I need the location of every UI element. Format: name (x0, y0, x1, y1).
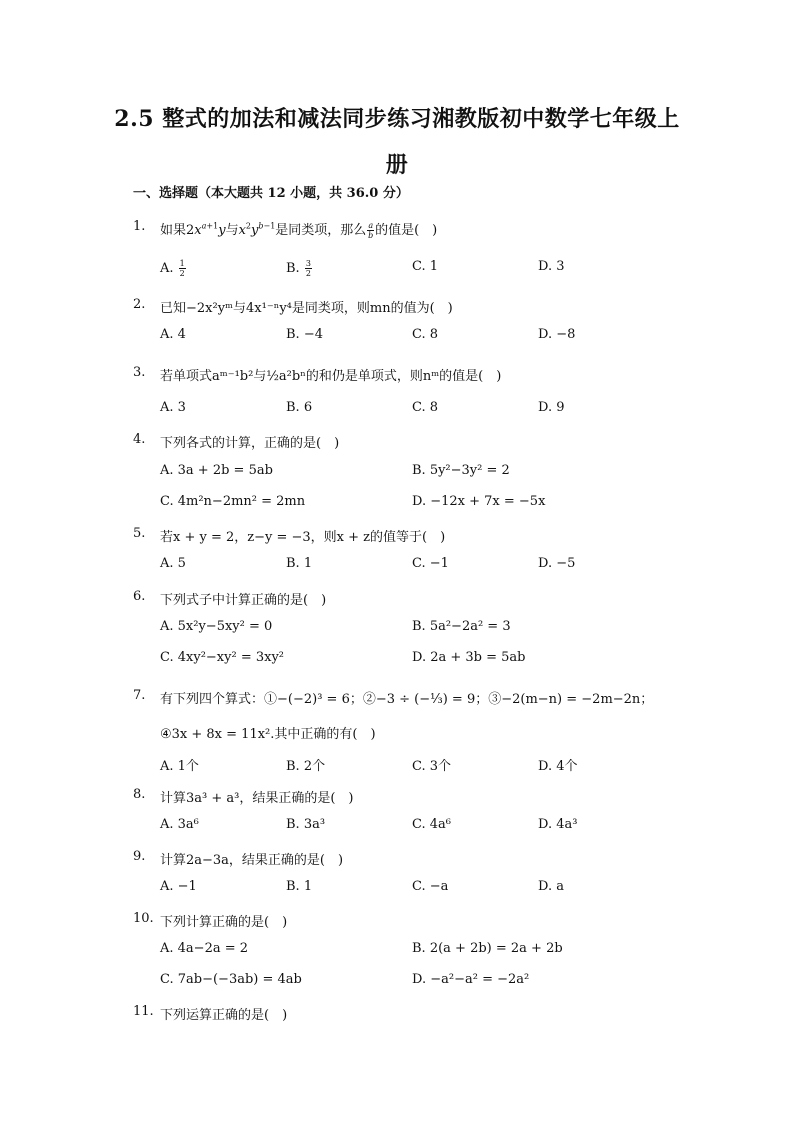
option-c[interactable]: C. 8 (412, 400, 439, 415)
question-text: 如果$2x^{a+1}y$与$x^2y^{b-1}$是同类项，那么 $\frac{a}{b}$ 的值是( ) (160, 221, 438, 240)
option-b[interactable]: B. 1 (286, 879, 313, 894)
option-c[interactable]: C. 7ab−(−3ab) = 4ab (160, 972, 302, 987)
option-b[interactable]: B. 5a²−2a² = 3 (412, 619, 511, 634)
option-d[interactable]: D. a (538, 879, 564, 894)
option-d[interactable]: D. −8 (538, 327, 576, 342)
section-heading: 一、选择题（本大题共 12 小题，共 36.0 分） (133, 186, 409, 201)
question-text: 已知−2x²yᵐ与4x¹⁻ⁿy⁴是同类项，则mn的值为( ) (160, 301, 453, 316)
question-number: 11. (133, 1004, 154, 1019)
question-number: 8. (133, 787, 146, 802)
question-text: 下列式子中计算正确的是( ) (160, 593, 327, 608)
question-number: 6. (133, 589, 146, 604)
question-text: 下列计算正确的是( ) (160, 915, 288, 930)
option-d[interactable]: D. 9 (538, 400, 565, 415)
option-d[interactable]: D. 3 (538, 259, 565, 274)
option-c[interactable]: C. −a (412, 879, 449, 894)
option-c[interactable]: C. 4a⁶ (412, 817, 451, 832)
option-a[interactable]: A. −1 (160, 879, 197, 894)
question-text-continued: ④3x + 8x = 11x².其中正确的有( ) (160, 727, 376, 742)
option-a[interactable]: A. 3a + 2b = 5ab (160, 463, 273, 478)
document-title: 2.5 整式的加法和减法同步练习湘教版初中数学七年级上册 (114, 106, 680, 178)
question-number: 1. (133, 219, 146, 234)
question-number: 5. (133, 526, 146, 541)
option-b[interactable]: B. 3a³ (286, 817, 326, 832)
option-a[interactable]: A. $\frac{1}{2}$ (160, 259, 185, 278)
option-d[interactable]: D. 2a + 3b = 5ab (412, 650, 526, 665)
question-number: 9. (133, 849, 146, 864)
option-a[interactable]: A. 4a−2a = 2 (160, 941, 249, 956)
question-text: 下列运算正确的是( ) (160, 1008, 288, 1023)
question-text: 计算2a−3a，结果正确的是( ) (160, 853, 344, 868)
option-c[interactable]: C. 1 (412, 259, 439, 274)
question-number: 4. (133, 432, 146, 447)
option-b[interactable]: B. 1 (286, 556, 313, 571)
option-c[interactable]: C. 4m²n−2mn² = 2mn (160, 494, 306, 509)
option-c[interactable]: C. 4xy²−xy² = 3xy² (160, 650, 285, 665)
option-c[interactable]: C. −1 (412, 556, 449, 571)
option-d[interactable]: D. 4个 (538, 759, 578, 774)
option-d[interactable]: D. −5 (538, 556, 576, 571)
option-a[interactable]: A. 3a⁶ (160, 817, 199, 832)
question-number: 7. (133, 688, 146, 703)
option-a[interactable]: A. 5 (160, 556, 186, 571)
option-a[interactable]: A. 1个 (160, 759, 199, 774)
question-text: 有下列四个算式：①−(−2)³ = 6；②−3 ÷ (−⅓) = 9；③−2(m−n) = −2m−2n； (160, 692, 654, 707)
option-c[interactable]: C. 3个 (412, 759, 452, 774)
question-text: 计算3a³ + a³，结果正确的是( ) (160, 791, 354, 806)
option-d[interactable]: D. 4a³ (538, 817, 578, 832)
question-number: 10. (133, 911, 154, 926)
option-a[interactable]: A. 3 (160, 400, 186, 415)
option-a[interactable]: A. 5x²y−5xy² = 0 (160, 619, 273, 634)
option-d[interactable]: D. −12x + 7x = −5x (412, 494, 546, 509)
option-b[interactable]: B. 2个 (286, 759, 326, 774)
option-b[interactable]: B. 5y²−3y² = 2 (412, 463, 510, 478)
option-b[interactable]: B. $\frac{3}{2}$ (286, 259, 311, 278)
option-b[interactable]: B. −4 (286, 327, 323, 342)
option-c[interactable]: C. 8 (412, 327, 439, 342)
option-b[interactable]: B. 2(a + 2b) = 2a + 2b (412, 941, 563, 956)
question-number: 3. (133, 365, 146, 380)
option-a[interactable]: A. 4 (160, 327, 186, 342)
option-d[interactable]: D. −a²−a² = −2a² (412, 972, 530, 987)
question-number: 2. (133, 297, 146, 312)
question-text: 下列各式的计算，正确的是( ) (160, 436, 340, 451)
question-text: 若x + y = 2，z−y = −3，则x + z的值等于( ) (160, 530, 446, 545)
question-text: 若单项式aᵐ⁻¹b²与½a²bⁿ的和仍是单项式，则nᵐ的值是( ) (160, 369, 502, 384)
option-b[interactable]: B. 6 (286, 400, 313, 415)
